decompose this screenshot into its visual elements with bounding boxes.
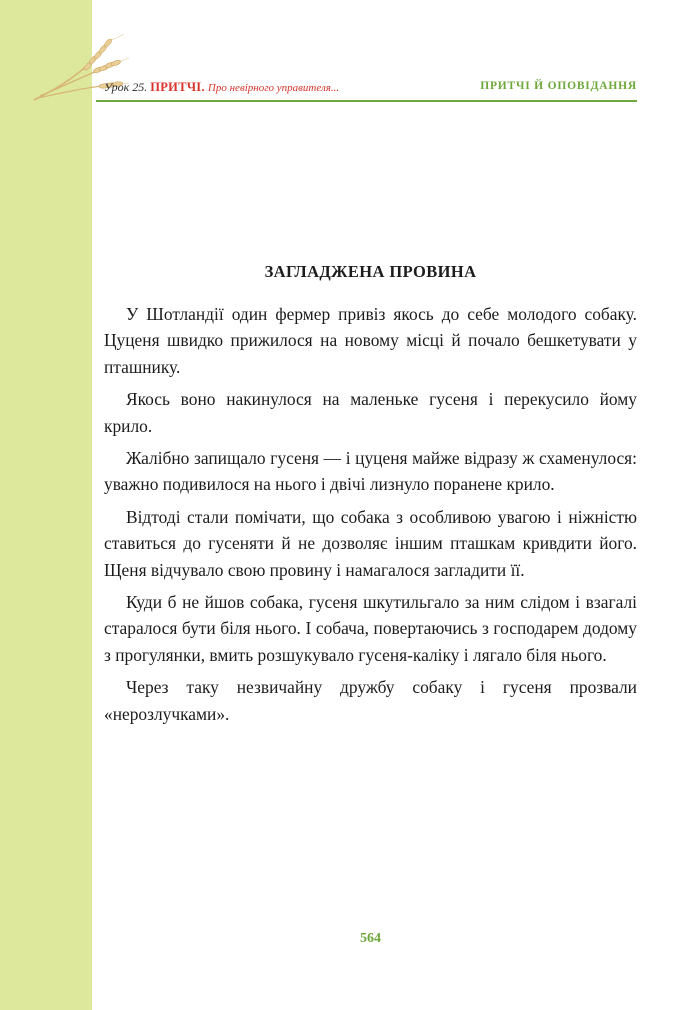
lesson-number: Урок 25. bbox=[104, 80, 148, 94]
story-paragraph: Якось воно накинулося на маленьке гусеня і перекусило йому крило. bbox=[104, 389, 637, 436]
lesson-subtitle: Про невірного управителя... bbox=[207, 82, 340, 94]
story-paragraph: Через таку незвичайну дружбу собаку і гусеня прозвали «нерозлучками». bbox=[104, 677, 637, 724]
story-paragraph: У Шотландії один фермер привіз якось до себе молодого собаку. Цуценя швидко прижилося на новому місці й почало бешкетувати у пташнику. bbox=[104, 304, 637, 377]
page-number: 564 bbox=[360, 931, 381, 946]
page-header bbox=[104, 80, 637, 100]
side-band bbox=[0, 0, 92, 1010]
story-paragraph: Відтоді стали помічати, що собака з особливою увагою і ніжністю ставиться до гусеняти й не дозволяє іншим пташкам кривдити його. Щеня відчувало свою провину і намагалося загладити її. bbox=[104, 506, 637, 580]
story-paragraph: Куди б не йшов собака, гусеня шкутильгало за ним слідом і взагалі старалося бути біля нього. І собача, повертаючись з господарем додому з прогулянки, вмить розшукувало гусеня-каліку і лягало біля нього. bbox=[104, 592, 637, 665]
header-divider bbox=[96, 100, 637, 102]
lesson-topic: ПРИТЧІ. bbox=[150, 80, 205, 94]
lesson-heading bbox=[104, 80, 339, 95]
story-title: ЗАГЛАДЖЕНА ПРОВИНА bbox=[264, 262, 477, 281]
section-title: ПРИТЧІ Й ОПОВІДАННЯ bbox=[480, 80, 637, 92]
story-body bbox=[104, 301, 637, 733]
story-paragraph: Жалібно запищало гусеня — і цуценя майже відразу ж схаменулося: уважно подивилося на нього і двічі лизнуло поранене крило. bbox=[104, 448, 637, 495]
